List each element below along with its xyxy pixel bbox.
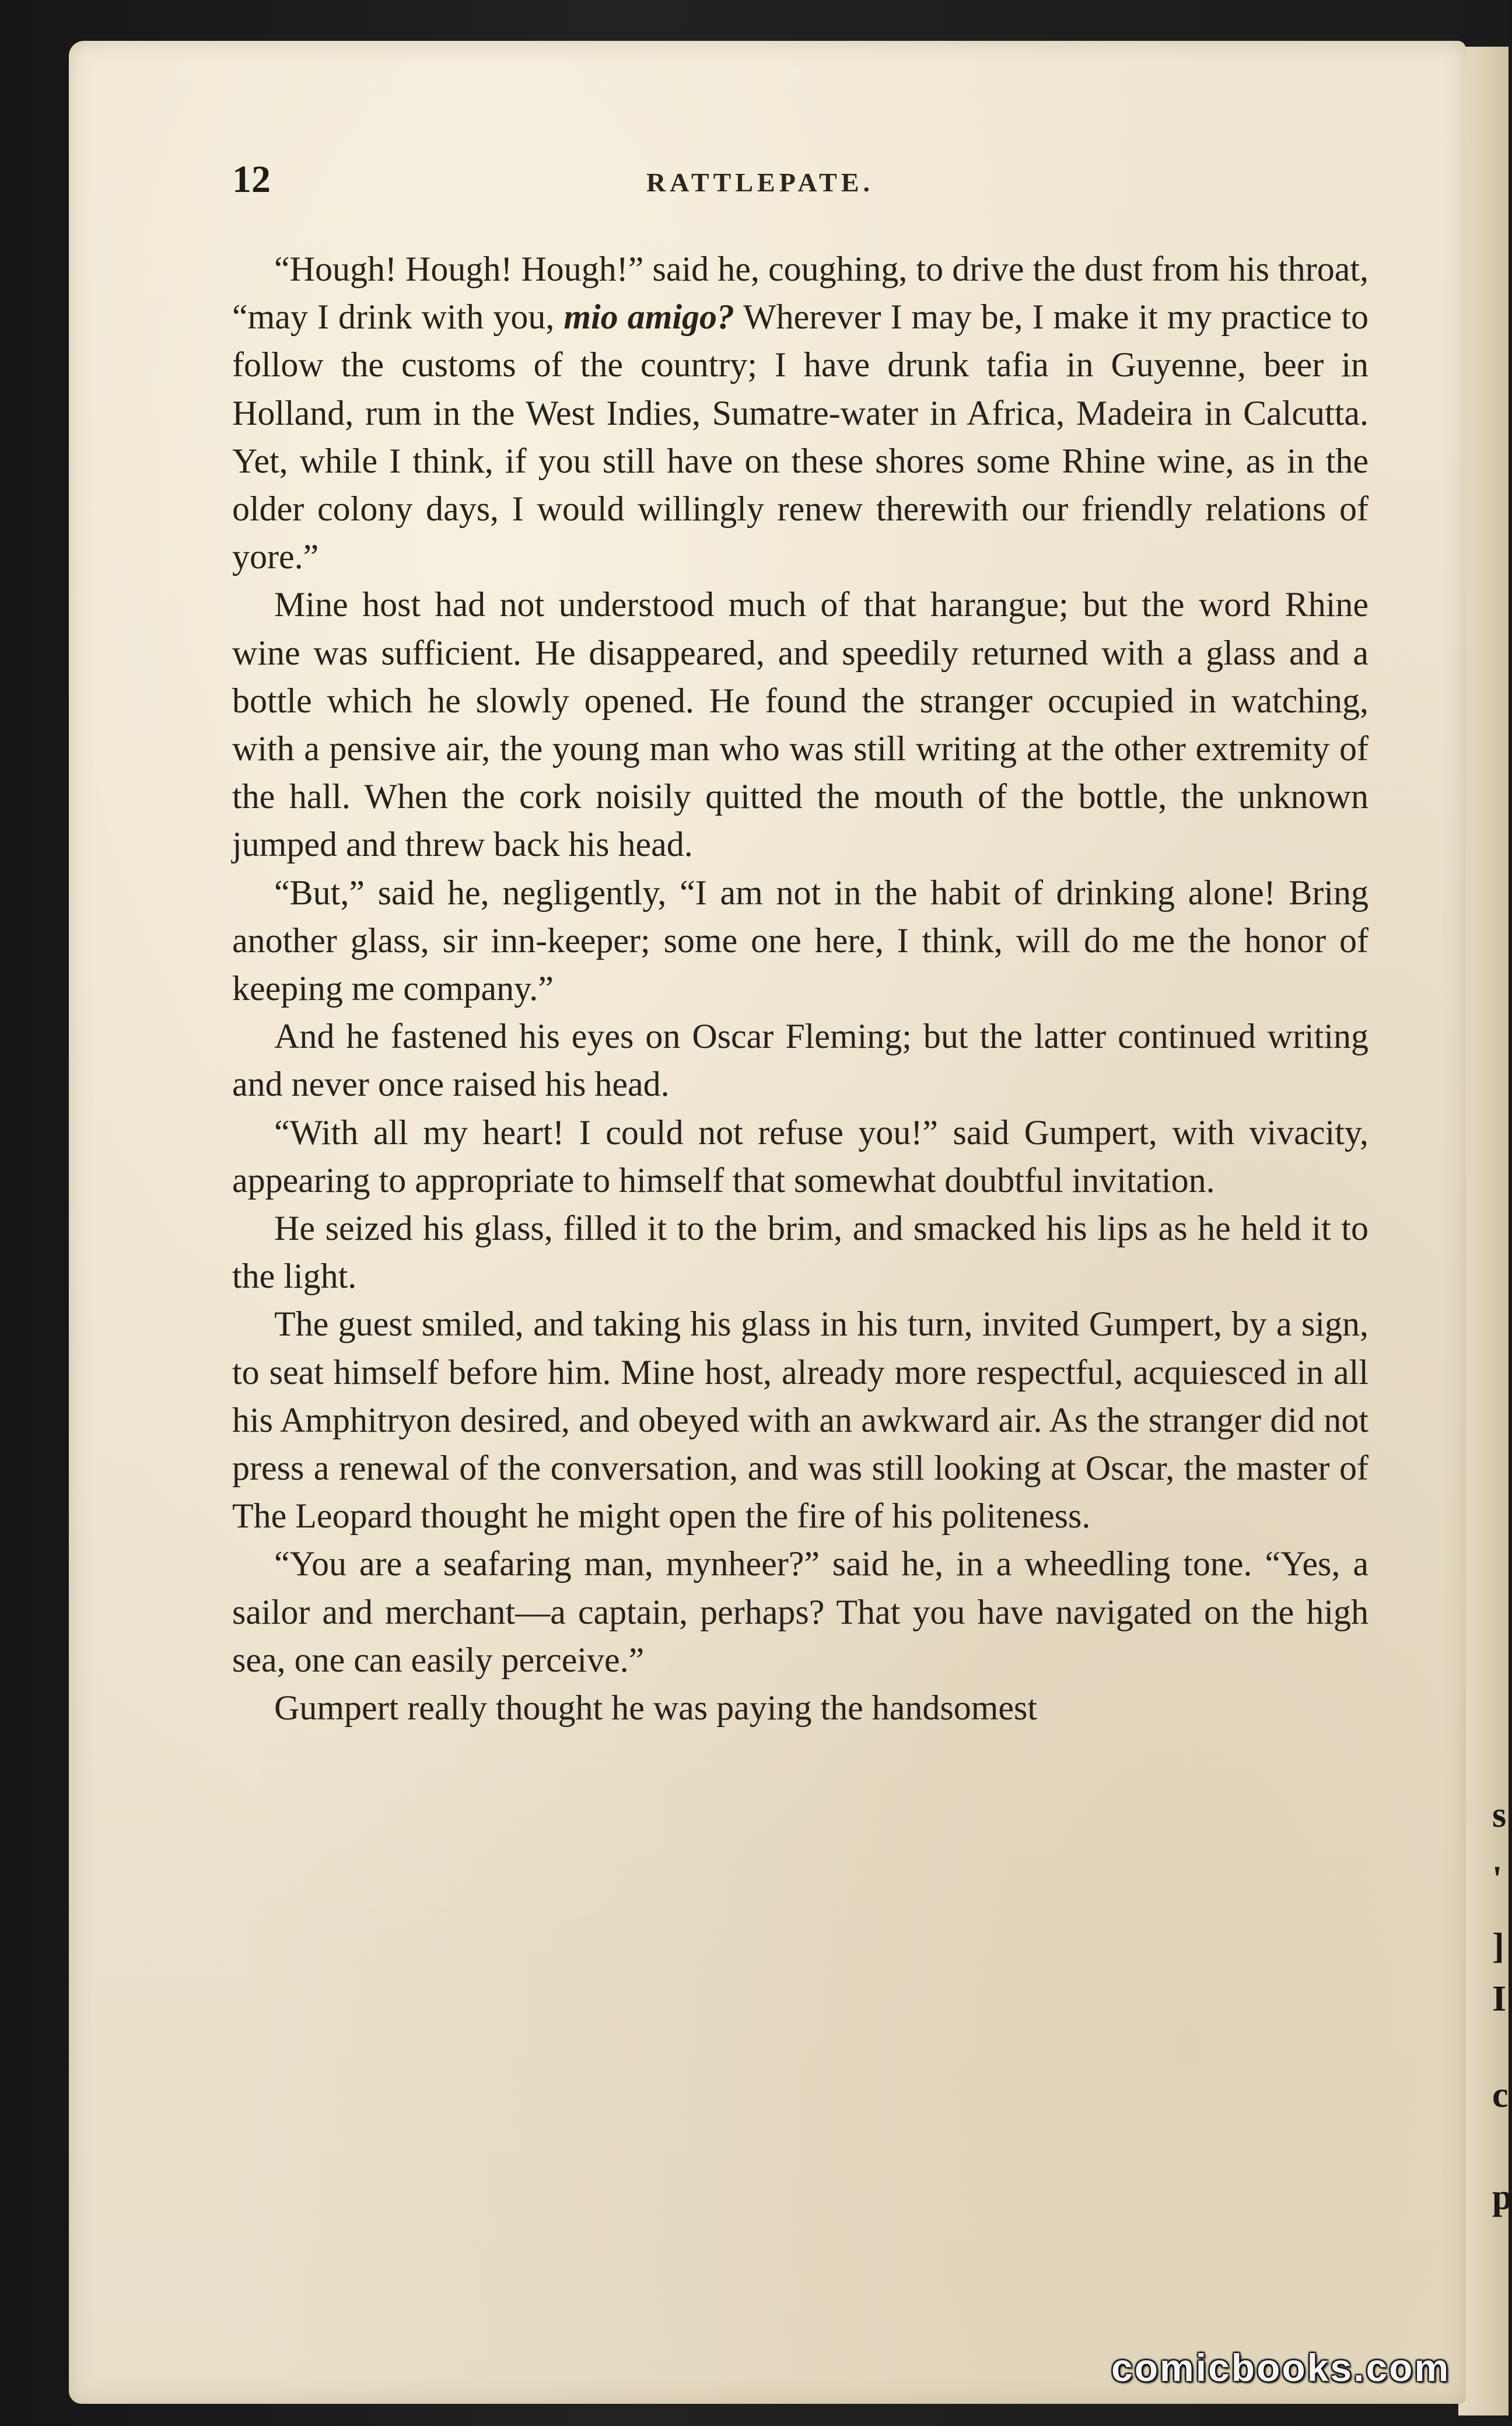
paragraph: The guest smiled, and taking his glass in his turn, invited Gumpert, by a sign, to seat himself before him. Mine host, already more respectful, acquiesced in all his Amphitryon desired, and obeyed with an awkward air. As the stranger did not press a renewal of the conversation, and was still looking at Oscar, the master of The Leopard thought he might open the fire of his politeness. (232, 1305, 1368, 1536)
paragraph: “But,” said he, negligently, “I am not in the habit of drinking alone! Bring another glass, sir inn-keeper; some one here, I think, will do me the honor of keeping me company.” (232, 873, 1368, 1008)
facing-page-fragment: ] (1492, 1927, 1504, 1966)
paragraph: Gumpert really thought he was paying the handsomest (274, 1689, 1038, 1728)
paragraph (232, 245, 1368, 581)
running-head: RATTLEPATE. (646, 167, 874, 197)
paragraph-text: “Hough! Hough! Hough!” said he, coughing, to drive the dust from his throat, “may I drink with you, (232, 250, 1368, 337)
italic-phrase: mio amigo? (564, 298, 735, 337)
paragraph: He seized his glass, filled it to the brim, and smacked his lips as he held it to the light. (232, 1209, 1368, 1296)
facing-page-fragment: p (1492, 2177, 1512, 2217)
page-number: 12 (232, 158, 271, 201)
facing-page-fragment: I (1492, 1979, 1507, 2019)
facing-page-fragment: ' (1492, 1859, 1503, 1899)
facing-page-fragment: s (1492, 1795, 1507, 1835)
paragraph: “You are a seafaring man, mynheer?” said he, in a wheedling tone. “Yes, a sailor and merchant—a captain, perhaps? That you have navigated on the high sea, one can easily perceive.” (232, 1544, 1368, 1679)
paragraph-text: Wherever I may be, I make it my practice to follow the customs of the country; I have drunk tafia in Guyenne, beer in Holland, rum in the West Indies, Sumatre-water in Africa, Madeira in Calcutta. Yet, while I think, if you still have on these shores some Rhine wine, as in the older colony days, I would willingly renew therewith our friendly relations of yore.” (232, 298, 1368, 576)
paragraph: Mine host had not understood much of that harangue; but the word Rhine wine was sufficient. He disappeared, and speedily returned with a glass and a bottle which he slowly opened. He found the stranger occupied in watching, with a pensive air, the young man who was still writing at the other extremity of the hall. When the cork noisily quitted the mouth of the bottle, the unknown jumped and threw back his head. (232, 585, 1368, 864)
site-watermark: comicbooks.com (1111, 2346, 1451, 2389)
body-text (232, 245, 1368, 1732)
facing-page-fragment: c (1492, 2075, 1508, 2115)
paragraph: And he fastened his eyes on Oscar Fleming; but the latter continued writing and never once raised his head. (232, 1017, 1368, 1104)
paragraph: “With all my heart! I could not refuse you!” said Gumpert, with vivacity, appearing to appropriate to himself that somewhat doubtful invitation. (232, 1113, 1368, 1200)
